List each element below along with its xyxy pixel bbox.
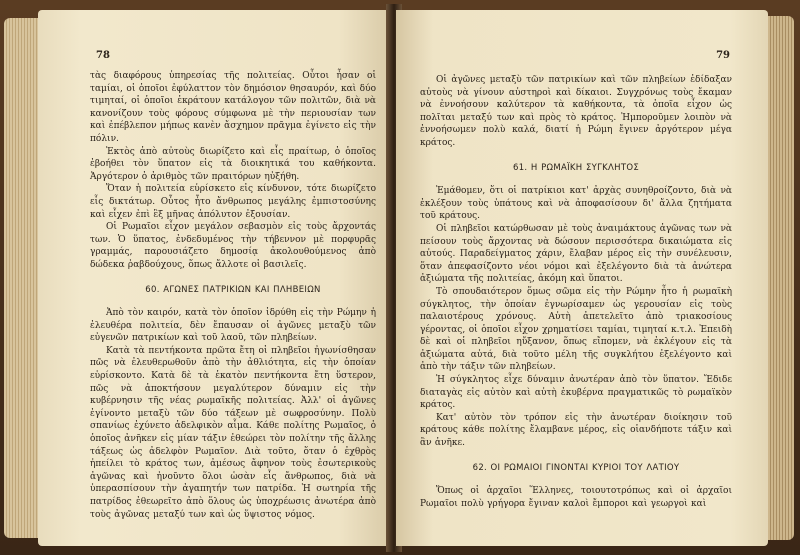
left-page-text <box>90 70 376 521</box>
page-number-left: 78 <box>96 50 110 61</box>
paragraph: Ἐμάθομεν, ὅτι οἱ πατρίκιοι κατ' ἀρχὰς συνηθροίζοντο, διὰ νὰ ἐκλέξουν τοὺς ὑπάτους καὶ νὰ ἀποφασίσουν δι' ἄλλα ζητήματα τοῦ κράτους. <box>420 186 732 222</box>
right-page <box>396 10 768 546</box>
paragraph: τὰς διαφόρους ὑπηρεσίας τῆς πολιτείας. Οὗτοι ἦσαν οἱ ταμίαι, οἱ ὁποῖοι ἐφύλαττον τὸν δημόσιον θησαυρόν, καὶ δύο τιμηταί, οἱ ὁποῖοι ἐκράτουν κατάλογον τῶν πολιτῶν, διὰ νὰ κανονίζουν τοὺς φόρους σύμφωνα μὲ τὴν περιουσίαν των καὶ ἐπέβλεπον μήπως κανὲν ἄσχημον πρᾶγμα ἐγίνετο εἰς τὴν πόλιν. <box>90 71 376 144</box>
right-page-text <box>420 74 732 510</box>
paragraph: Ἐκτὸς ἀπὸ αὐτοὺς διωρίζετο καὶ εἷς πραίτωρ, ὁ ὁποῖος ἐβοήθει τὸν ὕπατον εἰς τὰ διοικητικά του καθήκοντα. Ἀργότερον ὁ ἀριθμὸς τῶν πραιτόρων ηὐξήθη. <box>90 146 376 182</box>
paragraph: Κατὰ τὰ πεντήκοντα πρῶτα ἔτη οἱ πληβεῖοι ἠγωνίσθησαν πῶς νὰ ἐλευθερωθοῦν ἀπὸ τὴν ἀθλιότητα, εἰς τὴν ὁποίαν εὑρίσκοντο. Κατὰ δὲ τὰ ἑκατὸν πεντήκοντα ἔτη ὕστερον, πῶς νὰ ἀποκτήσουν μεγαλύτερον δύναμιν εἰς τὴν κυβέρνησιν τῆς νέας ρωμαϊκῆς πολιτείας. Ἀλλ' οἱ ἀγῶνες ἐγίνοντο μεταξὺ τῶν δύο τάξεων μὲ σωφροσύνην. Πολὺ σπανίως ἐχύνετο ἀδελφικὸν αἷμα. Κάθε πολίτης Ρωμαῖος, ὁ ὁποῖος ἀνῆκεν εἰς μίαν τάξιν ἐθεώρει τὸν πολίτην τῆς ἄλλης τάξεως ὡς ἀδελφὸν Ρωμαῖον. Διὰ τοῦτο, ὅταν ὁ ἐχθρὸς ἠπείλει τὸ κράτος των, ἀμέσως ἄφηνον τοὺς ἐσωτερικοὺς ἀγῶνας καὶ ἠνοῦντο ὅλοι ὡσὰν εἷς ἄνθρωπος, διὰ νὰ ὑπερασπίσουν τὴν ἀγαπητήν των πατρίδα. Ἡ σωτηρία τῆς πατρίδος ἐθεωρεῖτο ἀπὸ ὅλους ὡς ὑποχρέωσις ἀνωτέρα ἀπὸ τοὺς ἀγῶνας μεταξύ των καὶ ὡς ὕψιστος νόμος. <box>90 345 376 520</box>
paragraph: Οἱ Ρωμαῖοι εἶχον μεγάλον σεβασμὸν εἰς τοὺς ἄρχοντάς των. Ὁ ὕπατος, ἐνδεδυμένος τὴν τήβεννον μὲ πορφυρᾶς γραμμάς, παρουσιάζετο δημοσίᾳ ἀκολουθούμενος ἀπὸ δώδεκα ῥαβδούχους, ὅπως ἄλλοτε οἱ βασιλεῖς. <box>90 222 376 270</box>
page-edges-left <box>4 18 38 538</box>
paragraph: Τὸ σπουδαιότερον ὅμως σῶμα εἰς τὴν Ρώμην ἦτο ἡ ρωμαϊκὴ σύγκλητος, τὴν ὁποίαν ἐγνωρίσαμεν ὡς γερουσίαν εἰς τοὺς παλαιοτέρους χρόνους. Αὐτὴ ἀπετελεῖτο ἀπὸ τριακοσίους γέροντας, οἱ ὁποῖοι εἶχον χρηματίσει ταμίαι, τιμηταί κ.τ.λ. Ἐπειδὴ δὲ καὶ οἱ πληβεῖοι ηὔξανον, ὅπως εἴπομεν, νὰ ἐκλέγουν εἰς τὰ ἀξιώματα αὐτά, διὰ τοῦτο μέλη τῆς συγκλήτου ἐξελέγοντο καὶ ἀπὸ τὴν τάξιν τῶν πληβείων. <box>420 286 732 373</box>
paragraph: Ἀπὸ τὸν καιρόν, κατὰ τὸν ὁποῖον ἱδρύθη εἰς τὴν Ρώμην ἡ ἐλευθέρα πολιτεία, δὲν ἔπαυσαν οἱ ἀγῶνες μεταξὺ τῶν εὐγενῶν πατρικίων καὶ τοῦ λαοῦ, τῶν πληβείων. <box>90 308 376 344</box>
section-heading-60: 60. ΑΓΩΝΕΣ ΠΑΤΡΙΚΙΩΝ ΚΑΙ ΠΛΗΒΕΙΩΝ <box>145 284 321 295</box>
paragraph: Ἡ σύγκλητος εἶχε δύναμιν ἀνωτέραν ἀπὸ τὸν ὕπατον. Ἔδιδε διαταγὰς εἰς αὐτὸν καὶ αὐτὴ ἐκυβέρνα πραγματικῶς τὸ ρωμαϊκὸν κράτος. <box>420 375 732 411</box>
paragraph: Κατ' αὐτὸν τὸν τρόπον εἰς τὴν ἀνωτέραν διοίκησιν τοῦ κράτους κάθε πολίτης ἔλαμβανε μέρος, εἰς οἱανδήποτε τάξιν καὶ ἂν ἀνῆκε. <box>420 412 732 449</box>
section-heading-62: 62. ΟΙ ΡΩΜΑΙΟΙ ΓΙΝΟΝΤΑΙ ΚΥΡΙΟΙ ΤΟΥ ΛΑΤΙΟΥ <box>472 462 680 473</box>
paragraph: Οἱ ἀγῶνες μεταξὺ τῶν πατρικίων καὶ τῶν πληβείων ἐδίδαξαν αὐτοὺς νὰ γίνουν αὐστηροὶ καὶ δίκαιοι. Συγχρόνως τοὺς ἔκαμαν νὰ ἐννοήσουν καλύτερον τὰ καθήκοντα, τὰ ὁποῖα εἶχον ὡς πολῖται μεταξύ των καὶ πρὸς τὸ κράτος. Ἠμποροῦμεν λοιπὸν νὰ ἐννοήσωμεν πολὺ καλά, διατί ἡ Ρώμη ἔγινεν ἀργότερον μέγα κράτος. <box>420 75 732 148</box>
paragraph: Οἱ πληβεῖοι κατώρθωσαν μὲ τοὺς ἀναιμάκτους ἀγῶνας των νὰ πείσουν τοὺς ἄρχοντας νὰ δώσουν περισσότερα δικαιώματα εἰς αὐτούς. Παραδείγματος χάριν, ἔλαβαν μέρος εἰς τὴν συνέλευσιν, ὅταν ἀπεφασίζοντο νέοι νόμοι καὶ ἐξελέγοντο διὰ τὰ ἀνώτερα ἀξιώματα τῆς πολιτείας, ἀκόμη καὶ ὕπατοι. <box>420 223 732 285</box>
section-heading-61: 61. Η ΡΩΜΑΪΚΗ ΣΥΓΚΛΗΤΟΣ <box>513 162 639 173</box>
page-number-right: 79 <box>716 50 730 61</box>
page-edges-right <box>768 16 794 540</box>
left-page <box>38 10 392 546</box>
paragraph: Ὅταν ἡ πολιτεία εὑρίσκετο εἰς κίνδυνον, τότε διωρίζετο εἷς δικτάτωρ. Οὗτος ἦτο ἄνθρωπος μεγάλης ἐμπιστοσύνης καὶ εἶχεν ἐπὶ ἓξ μῆνας ἀπόλυτον ἐξουσίαν. <box>90 184 376 220</box>
paragraph: Ὅπως οἱ ἀρχαῖοι Ἕλληνες, τοιουτοτρόπως καὶ οἱ ἀρχαῖοι Ρωμαῖοι πολὺ γρήγορα ἔγιναν καλοὶ ἔμποροι καὶ γεωργοὶ καὶ <box>420 486 732 509</box>
